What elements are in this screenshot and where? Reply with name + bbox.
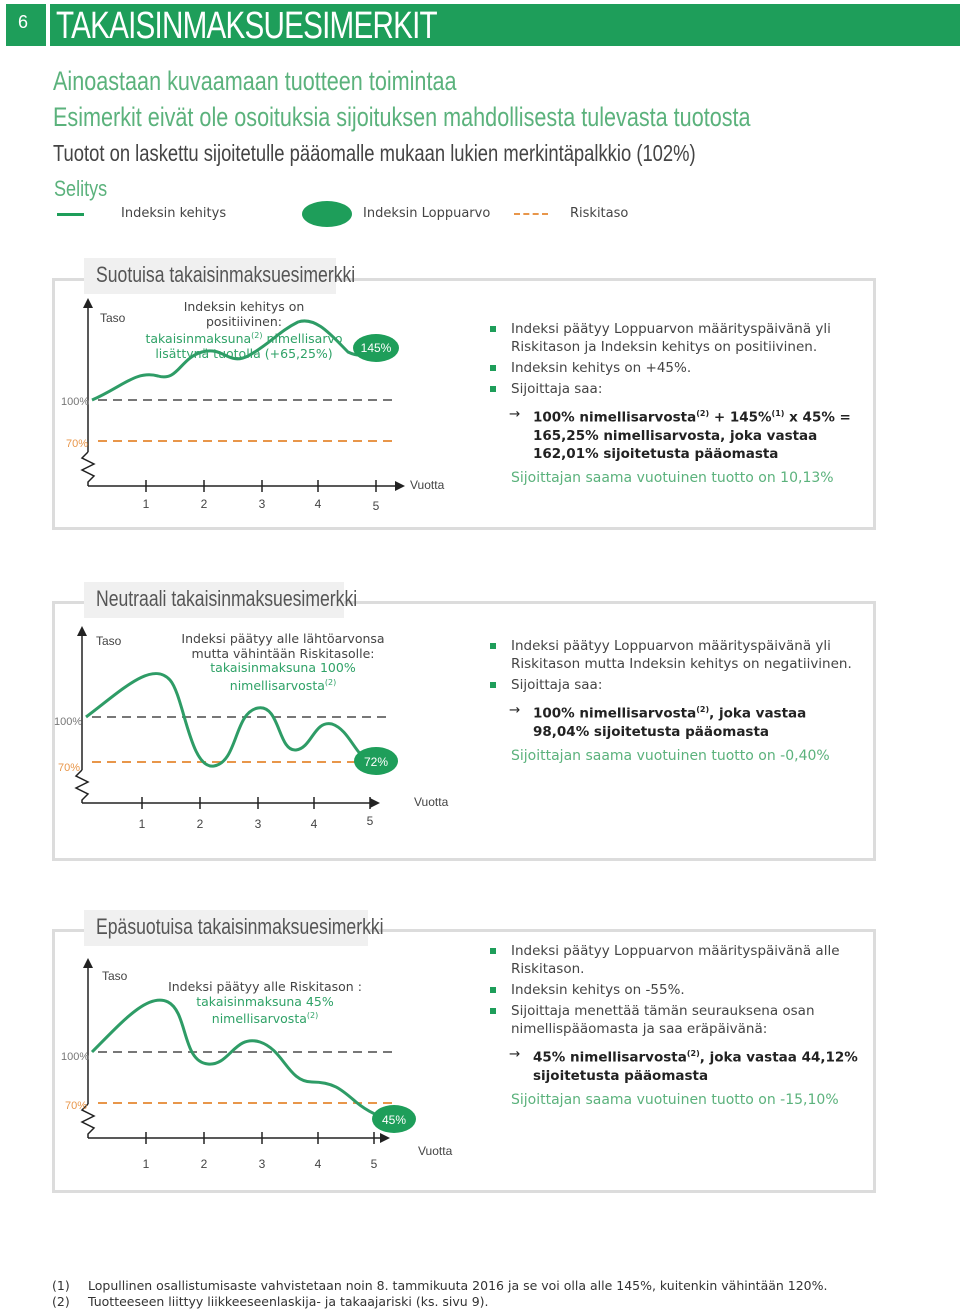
scenario-title: Neutraali takaisinmaksuesimerkki: [96, 586, 358, 611]
level-100-label: 100%: [61, 1051, 90, 1063]
annual-yield: Sijoittajan saama vuotuinen tuotto on -0,40%: [511, 747, 830, 764]
page-title: TAKAISINMAKSUESIMERKIT: [56, 5, 437, 47]
chart-note-favourable: Indeksin kehitys on positiivinen: takaisinmaksuna$^{(2)}$ nimellisarvo lisättynä tuotolla (+65,25%): [145, 299, 343, 361]
footnote-1: (1) Lopullinen osallistumisaste vahvistetaan noin 8. tammikuuta 2016 ja se voi olla alle 145%, kuitenkin vähintään 120%.: [52, 1278, 828, 1293]
scenario-bullets-neutral: [490, 637, 860, 765]
legend-ellipse-swatch: [302, 201, 352, 227]
x-axis-label: Vuotta: [410, 478, 445, 492]
scenario-title: Suotuisa takaisinmaksuesimerkki: [96, 262, 356, 287]
arrow-icon: →: [509, 1046, 521, 1062]
annual-yield: Sijoittajan saama vuotuinen tuotto on -15,10%: [511, 1091, 839, 1108]
scenario-bullets-favourable: [490, 320, 860, 487]
final-value-label: 45%: [381, 1113, 407, 1127]
bullet-item: Sijoittaja saa:: [490, 380, 860, 398]
scenario-bullets-unfavourable: [490, 942, 860, 1109]
annual-yield: Sijoittajan saama vuotuinen tuotto on 10,13%: [511, 469, 834, 486]
panel-border: [344, 601, 876, 604]
bullet-item: Indeksi päätyy Loppuarvon määrityspäivänä yli Riskitason ja Indeksin kehitys on positiivinen.: [490, 320, 860, 356]
tick-5: 5: [372, 499, 380, 513]
page-header: [0, 0, 960, 48]
level-70-label: 70%: [65, 1100, 88, 1112]
panel-border: [52, 601, 84, 604]
tick-5: 5: [366, 814, 374, 828]
legend-risk-level: Riskitaso: [570, 206, 629, 221]
intro-line-1: Ainoastaan kuvaamaan tuotteen toimintaa: [53, 66, 457, 96]
tick-4: 4: [310, 817, 318, 831]
bullet-item: Sijoittaja saa:: [490, 676, 860, 694]
tick-1: 1: [142, 497, 150, 511]
legend-title: Selitys: [54, 176, 108, 201]
tick-3: 3: [258, 1157, 266, 1171]
chart-note-unfavourable: Indeksi päätyy alle Riskitason : takaisinmaksuna 45% nimellisarvosta$^{(2)}$: [168, 979, 362, 1027]
page-number: 6: [6, 4, 46, 46]
y-axis-label: Taso: [102, 969, 128, 983]
result-arrow-line: → 45% nimellisarvosta$^{(2)}$, joka vastaa 44,12% sijoitetusta pääomasta: [509, 1046, 858, 1084]
x-axis-label: Vuotta: [414, 795, 449, 809]
tick-4: 4: [314, 1157, 322, 1171]
bullet-item: Indeksin kehitys on +45%.: [490, 359, 860, 377]
y-axis-label: Taso: [96, 634, 122, 648]
tick-3: 3: [258, 497, 266, 511]
legend-index-final: Indeksin Loppuarvo: [363, 206, 491, 221]
final-value-label: 72%: [363, 755, 389, 769]
tick-2: 2: [200, 497, 208, 511]
tick-4: 4: [314, 497, 322, 511]
panel-border: [52, 278, 84, 281]
final-value-label: 145%: [360, 341, 392, 355]
footnotes: [52, 1278, 828, 1310]
footnote-2: (2) Tuotteeseen liittyy liikkeeseenlaskija- ja takaajariski (ks. sivu 9).: [52, 1294, 489, 1309]
tick-2: 2: [196, 817, 204, 831]
tick-3: 3: [254, 817, 262, 831]
legend-line-swatch: [57, 213, 84, 216]
scenario-title: Epäsuotuisa takaisinmaksuesimerkki: [96, 914, 384, 939]
intro-line-3: Tuotot on laskettu sijoitetulle pääomalle mukaan lukien merkintäpalkkio (102%): [53, 140, 696, 166]
legend-dash-swatch: [514, 213, 548, 215]
tick-1: 1: [138, 817, 146, 831]
tick-2: 2: [200, 1157, 208, 1171]
level-70-label: 70%: [66, 438, 89, 450]
arrow-icon: →: [509, 406, 521, 422]
tick-1: 1: [142, 1157, 150, 1171]
bullet-item: Sijoittaja menettää tämän seurauksena osan nimellispääomasta ja saa eräpäivänä:: [490, 1002, 860, 1038]
bullet-item: Indeksi päätyy Loppuarvon määrityspäivänä yli Riskitason mutta Indeksin kehitys on negatiivinen.: [490, 637, 860, 673]
level-100-label: 100%: [54, 716, 83, 728]
bullet-item: Indeksi päätyy Loppuarvon määrityspäivänä alle Riskitason.: [490, 942, 860, 978]
result-arrow-line: → 100% nimellisarvosta$^{(2)}$ + 145%$^{(1)}$ x 45% = 165,25% nimellisarvosta, joka vastaa 162,01% sijoitetusta pääomasta: [509, 406, 851, 462]
panel-border: [368, 929, 876, 932]
bullet-item: Indeksin kehitys on -55%.: [490, 981, 860, 999]
tick-5: 5: [370, 1157, 378, 1171]
panel-border: [52, 929, 84, 932]
x-axis-label: Vuotta: [418, 1144, 453, 1158]
result-arrow-line: → 100% nimellisarvosta$^{(2)}$, joka vastaa 98,04% sijoitetusta pääomasta: [509, 702, 807, 740]
arrow-icon: →: [509, 702, 521, 718]
intro-line-2: Esimerkit eivät ole osoituksia sijoituksen mahdollisesta tulevasta tuotosta: [53, 102, 751, 132]
legend-index-development: Indeksin kehitys: [121, 206, 227, 221]
level-100-label: 100%: [61, 396, 90, 408]
panel-border: [336, 278, 876, 281]
y-axis-label: Taso: [100, 311, 126, 325]
chart-note-neutral: Indeksi päätyy alle lähtöarvonsa mutta vähintään Riskitasolle: takaisinmaksuna 100% nimellisarvosta$^{(2)}$: [181, 631, 385, 693]
level-70-label: 70%: [58, 762, 81, 774]
